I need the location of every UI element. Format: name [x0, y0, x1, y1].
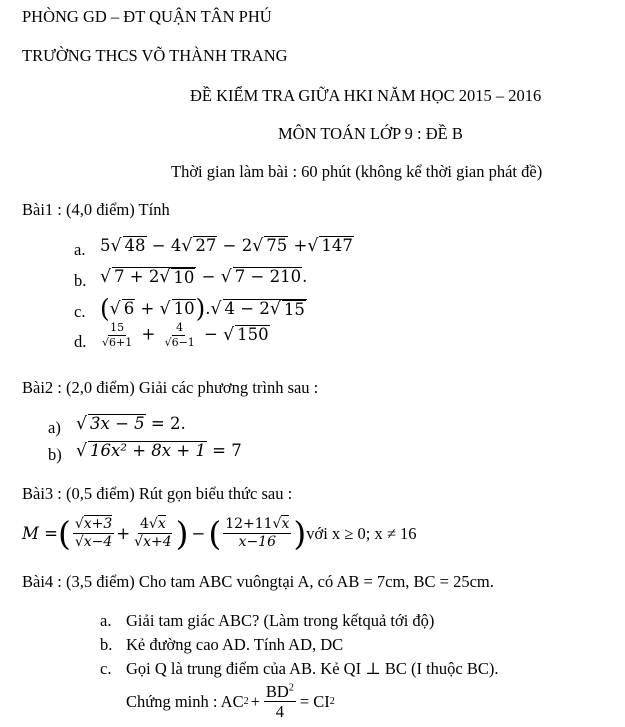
- department-heading: PHÒNG GD – ĐT QUẬN TÂN PHÚ: [22, 7, 272, 26]
- bai2-title: Bài2 : (2,0 điểm) Giải các phương trình sau :: [22, 378, 319, 397]
- exam-title: ĐỀ KIỂM TRA GIỮA HKI NĂM HỌC 2015 – 2016: [190, 86, 542, 105]
- bai3-title: Bài3 : (0,5 điểm) Rút gọn biểu thức sau :: [22, 484, 293, 503]
- bai2-b-label: b): [48, 445, 62, 464]
- bai1-d-expression: $\frac{15}{√6+1}$ + $\frac{4}{√6-1}$ − √ 150: [102, 321, 269, 349]
- bai4-b-label: b.: [100, 635, 113, 654]
- bai1-a-expression: 5 √ 48 − 4 √ 27 − 2 √ 75 + √ 147: [100, 236, 353, 256]
- bai4-a-label: a.: [100, 611, 112, 630]
- bai4-title: Bài4 : (3,5 điểm) Cho tam ABC vuôngtại A, có AB = 7cm, BC = 25cm.: [22, 572, 494, 591]
- bai2-a-label: a): [48, 418, 61, 437]
- bai3-expression: M = ( $\frac{√x+3}{√x-4}$ + $\frac{4√x}{√x+4}$ ) − ( $\frac{12+11√x}{x-16}$ ) với x ≥ 0; x ≠ 16: [22, 514, 417, 553]
- school-heading: TRƯỜNG THCS VÕ THÀNH TRANG: [22, 46, 288, 65]
- bai1-b-label: b.: [74, 271, 87, 290]
- bai4-a-text: Giải tam giác ABC? (Làm trong kếtquả tới độ): [126, 611, 435, 630]
- bai2-a-equation: √ 3x − 5 = 2.: [76, 414, 186, 434]
- bai4-c-text: Gọi Q là trung điểm của AB. Kẻ QI ⊥ BC (I thuộc BC).: [126, 659, 499, 678]
- bai1-c-expression: ( √ 6 + √ 10 ). √ 4 − 2 √ 15: [100, 294, 305, 323]
- bai1-d-label: d.: [74, 332, 87, 351]
- bai4-prove-statement: Chứng minh : AC 2 + $\frac{BD^2}{4}$ = CI 2: [126, 682, 335, 722]
- bai1-c-label: c.: [74, 302, 86, 321]
- bai4-b-text: Kẻ đường cao AD. Tính AD, DC: [126, 635, 344, 654]
- bai4-c-label: c.: [100, 659, 112, 678]
- bai1-b-expression: √ 7 + 2 √ 10 − √ 7 − 210 .: [100, 267, 308, 287]
- bai2-b-equation: √ 16x² + 8x + 1 = 7: [76, 441, 242, 461]
- subject-title: MÔN TOÁN LỚP 9 : ĐỀ B: [278, 124, 463, 143]
- exam-time: Thời gian làm bài : 60 phút (không kể thời gian phát đề): [171, 162, 543, 181]
- bai1-a-label: a.: [74, 240, 86, 259]
- bai1-title: Bài1 : (4,0 điểm) Tính: [22, 200, 170, 219]
